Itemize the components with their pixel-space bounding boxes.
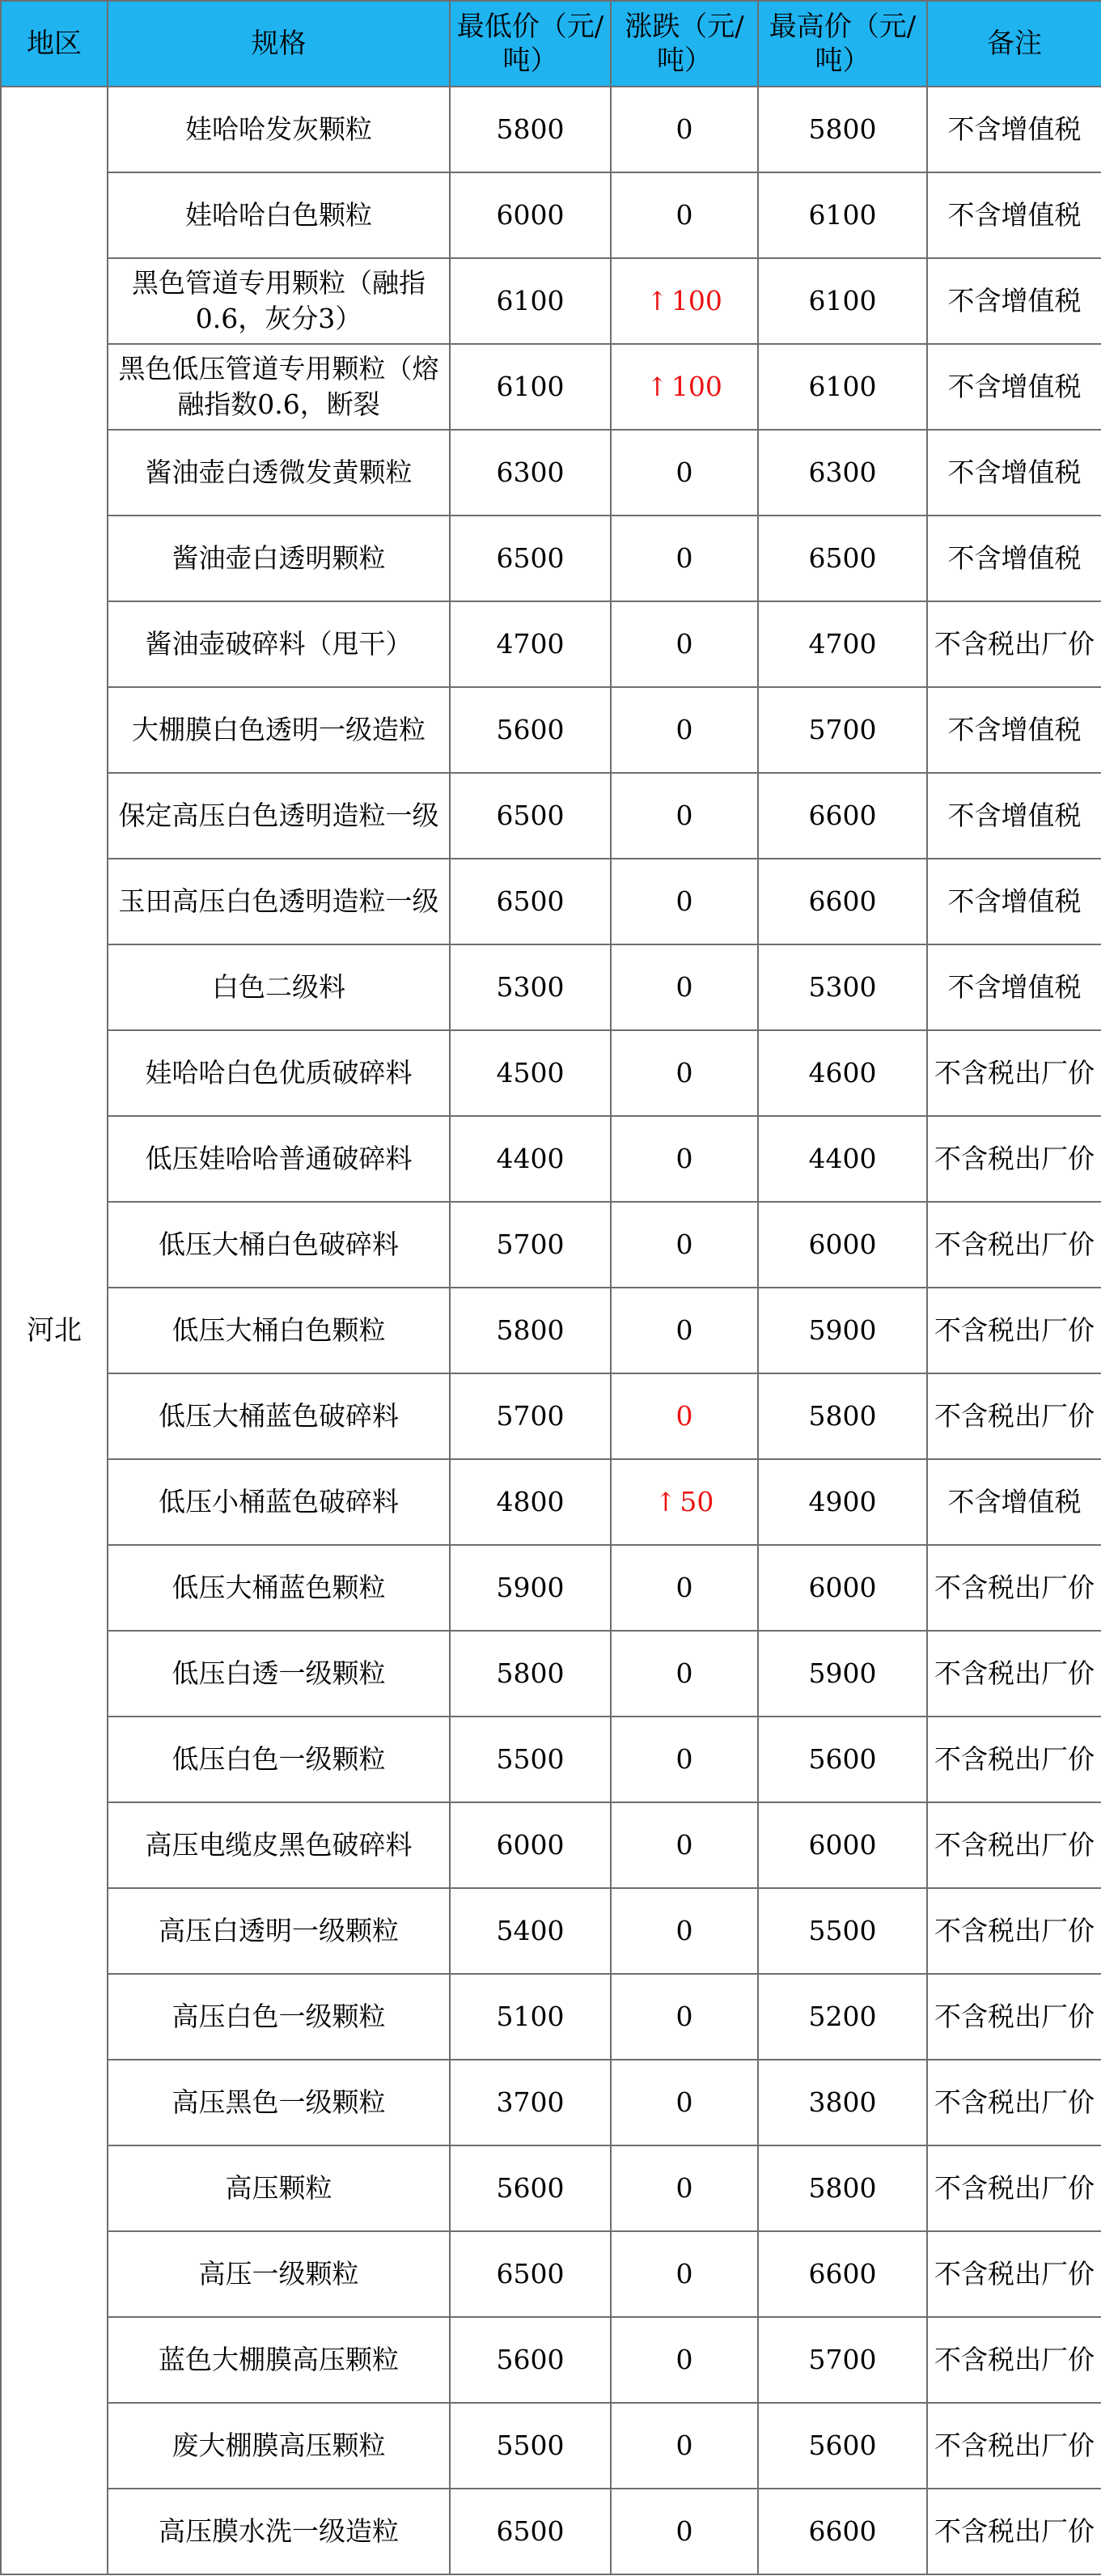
spec-cell [108, 859, 450, 944]
change-value: 0 [675, 2344, 693, 2375]
note-cell: 不含税出厂价 [927, 1545, 1101, 1631]
up-arrow-icon: ↑ [654, 1487, 677, 1517]
note-cell: 不含增值税 [927, 1459, 1101, 1545]
min-price-cell: 5500 [450, 1717, 611, 1802]
spec-text: 废大棚膜高压颗粒 [172, 2430, 386, 2461]
change-value: 0 [675, 456, 693, 488]
change-cell [611, 87, 758, 172]
spec-cell [108, 773, 450, 859]
change-cell [611, 1288, 758, 1373]
min-price-cell: 5400 [450, 1888, 611, 1974]
header-row [1, 1, 1101, 87]
note-cell: 不含税出厂价 [927, 601, 1101, 687]
change-cell [611, 172, 758, 258]
min-price-cell: 6500 [450, 859, 611, 944]
change-value: 50 [680, 1486, 714, 1517]
min-price-cell: 6000 [450, 172, 611, 258]
note-cell: 不含增值税 [927, 516, 1101, 601]
table-row [1, 2403, 1101, 2489]
spec-cell [108, 1116, 450, 1202]
note-cell: 不含税出厂价 [927, 2060, 1101, 2145]
max-price-cell: 6100 [758, 258, 927, 344]
note-cell: 不含税出厂价 [927, 1717, 1101, 1802]
min-price-cell: 6300 [450, 430, 611, 516]
max-price-cell: 6000 [758, 1802, 927, 1888]
spec-cell [108, 344, 450, 430]
note-cell: 不含税出厂价 [927, 1888, 1101, 1974]
max-price-cell: 5600 [758, 2403, 927, 2489]
spec-cell [108, 430, 450, 516]
change-value: 0 [675, 1829, 693, 1861]
up-arrow-icon: ↑ [646, 286, 668, 316]
min-price-cell: 5300 [450, 944, 611, 1030]
table-row [1, 1373, 1101, 1459]
table-row [1, 1459, 1101, 1545]
change-cell [611, 1802, 758, 1888]
table-row [1, 2231, 1101, 2317]
min-price-cell: 5600 [450, 2145, 611, 2231]
max-price-cell: 5600 [758, 1717, 927, 1802]
change-cell [611, 687, 758, 773]
max-price-cell: 5200 [758, 1974, 927, 2060]
change-value: 0 [675, 800, 693, 831]
change-cell [611, 430, 758, 516]
change-cell [611, 2231, 758, 2317]
table-row [1, 1545, 1101, 1631]
note-cell: 不含增值税 [927, 687, 1101, 773]
note-cell: 不含增值税 [927, 87, 1101, 172]
change-value: 100 [671, 371, 722, 402]
min-price-cell: 5700 [450, 1373, 611, 1459]
max-price-cell: 4400 [758, 1116, 927, 1202]
note-cell: 不含增值税 [927, 859, 1101, 944]
spec-text: 低压娃哈哈普通破碎料 [145, 1143, 413, 1174]
note-cell: 不含增值税 [927, 773, 1101, 859]
max-price-cell: 6100 [758, 172, 927, 258]
min-price-cell: 6500 [450, 773, 611, 859]
spec-text: 保定高压白色透明造粒一级 [118, 800, 439, 831]
up-arrow-icon: ↑ [646, 371, 668, 402]
note-cell: 不含税出厂价 [927, 2231, 1101, 2317]
change-value: 0 [675, 2430, 693, 2461]
max-price-cell: 5900 [758, 1631, 927, 1717]
spec-text: 蓝色大棚膜高压颗粒 [159, 2344, 399, 2375]
spec-text: 娃哈哈发灰颗粒 [185, 113, 372, 145]
max-price-cell: 6500 [758, 516, 927, 601]
change-cell [611, 601, 758, 687]
spec-cell [108, 1545, 450, 1631]
min-price-cell: 6500 [450, 2489, 611, 2574]
change-value: 0 [675, 714, 693, 745]
note-cell: 不含增值税 [927, 258, 1101, 344]
max-price-cell: 5800 [758, 2145, 927, 2231]
spec-text: 玉田高压白色透明造粒一级 [118, 885, 439, 917]
max-price-cell: 5800 [758, 1373, 927, 1459]
table-row [1, 687, 1101, 773]
spec-cell [108, 1631, 450, 1717]
change-value: 100 [671, 285, 722, 316]
spec-text: 高压膜水洗一级造粒 [159, 2515, 399, 2547]
min-price-cell: 6500 [450, 516, 611, 601]
change-value: 0 [675, 885, 693, 917]
note-cell: 不含增值税 [927, 344, 1101, 430]
change-cell [611, 859, 758, 944]
table-row [1, 1974, 1101, 2060]
change-value: 0 [675, 1229, 693, 1260]
spec-text: 低压大桶蓝色破碎料 [159, 1400, 399, 1432]
spec-text: 低压白透一级颗粒 [172, 1657, 386, 1689]
region-cell: 河北 [1, 87, 108, 2574]
change-cell [611, 1030, 758, 1116]
change-value: 0 [675, 1400, 693, 1432]
table-row [1, 1888, 1101, 1974]
min-price-cell: 6500 [450, 2231, 611, 2317]
note-cell: 不含税出厂价 [927, 2317, 1101, 2403]
change-value: 0 [675, 971, 693, 1003]
spec-text: 低压大桶白色颗粒 [172, 1314, 386, 1346]
min-price-cell: 5600 [450, 2317, 611, 2403]
min-price-cell: 6000 [450, 1802, 611, 1888]
change-value: 0 [675, 2001, 693, 2032]
spec-cell [108, 516, 450, 601]
table-row [1, 1802, 1101, 1888]
change-value: 0 [675, 1743, 693, 1775]
max-price-cell: 4900 [758, 1459, 927, 1545]
change-cell [611, 2317, 758, 2403]
spec-cell [108, 258, 450, 344]
spec-text: 大棚膜白色透明一级造粒 [132, 714, 426, 745]
min-price-cell: 5800 [450, 1288, 611, 1373]
max-price-cell: 6600 [758, 773, 927, 859]
spec-text: 高压白透明一级颗粒 [159, 1915, 399, 1946]
spec-text: 高压黑色一级颗粒 [172, 2086, 386, 2118]
change-cell [611, 1717, 758, 1802]
spec-text: 高压颗粒 [225, 2172, 332, 2204]
min-price-cell: 4400 [450, 1116, 611, 1202]
change-cell [611, 944, 758, 1030]
change-cell [611, 344, 758, 430]
spec-cell [108, 1030, 450, 1116]
note-cell: 不含税出厂价 [927, 2489, 1101, 2574]
table-row [1, 601, 1101, 687]
max-price-cell: 6600 [758, 859, 927, 944]
spec-cell [108, 2317, 450, 2403]
header-region: 地区 [1, 1, 108, 87]
change-value: 0 [675, 2258, 693, 2290]
change-cell [611, 1373, 758, 1459]
change-cell [611, 1202, 758, 1288]
table-row [1, 773, 1101, 859]
header-spec: 规格 [108, 1, 450, 87]
table-row [1, 2145, 1101, 2231]
max-price-cell: 4600 [758, 1030, 927, 1116]
spec-cell [108, 1202, 450, 1288]
spec-text: 白色二级料 [212, 971, 345, 1003]
spec-cell [108, 1288, 450, 1373]
max-price-cell: 5700 [758, 2317, 927, 2403]
spec-cell [108, 1974, 450, 2060]
table-row [1, 258, 1101, 344]
spec-cell [108, 1373, 450, 1459]
header-change: 涨跌（元/吨） [611, 1, 758, 87]
table-row [1, 1116, 1101, 1202]
max-price-cell: 4700 [758, 601, 927, 687]
max-price-cell: 3800 [758, 2060, 927, 2145]
note-cell: 不含税出厂价 [927, 2403, 1101, 2489]
spec-cell [108, 1802, 450, 1888]
spec-text: 高压电缆皮黑色破碎料 [145, 1829, 413, 1861]
spec-cell [108, 1459, 450, 1545]
min-price-cell: 5600 [450, 687, 611, 773]
change-value: 0 [675, 2086, 693, 2118]
table-row [1, 2060, 1101, 2145]
spec-text: 酱油壶白透微发黄颗粒 [145, 456, 413, 488]
min-price-cell: 4700 [450, 601, 611, 687]
table-row [1, 1717, 1101, 1802]
min-price-cell: 6100 [450, 258, 611, 344]
min-price-cell: 5700 [450, 1202, 611, 1288]
note-cell: 不含税出厂价 [927, 2145, 1101, 2231]
spec-text: 娃哈哈白色颗粒 [185, 199, 372, 231]
table-row [1, 172, 1101, 258]
spec-text: 高压一级颗粒 [198, 2258, 359, 2290]
table-row [1, 944, 1101, 1030]
table-row [1, 1030, 1101, 1116]
max-price-cell: 6000 [758, 1545, 927, 1631]
max-price-cell: 5800 [758, 87, 927, 172]
spec-text: 娃哈哈白色优质破碎料 [145, 1057, 413, 1089]
note-cell: 不含税出厂价 [927, 1631, 1101, 1717]
note-cell: 不含税出厂价 [927, 1116, 1101, 1202]
note-cell: 不含增值税 [927, 172, 1101, 258]
spec-cell [108, 2403, 450, 2489]
min-price-cell: 5800 [450, 87, 611, 172]
min-price-cell: 5100 [450, 1974, 611, 2060]
max-price-cell: 6600 [758, 2231, 927, 2317]
table-row [1, 2489, 1101, 2574]
max-price-cell: 6600 [758, 2489, 927, 2574]
max-price-cell: 6000 [758, 1202, 927, 1288]
change-cell [611, 2145, 758, 2231]
note-cell: 不含税出厂价 [927, 1373, 1101, 1459]
header-min-price: 最低价（元/吨） [450, 1, 611, 87]
min-price-cell: 6100 [450, 344, 611, 430]
max-price-cell: 5300 [758, 944, 927, 1030]
table-row [1, 516, 1101, 601]
note-cell: 不含税出厂价 [927, 1288, 1101, 1373]
table-row [1, 344, 1101, 430]
table-row [1, 2317, 1101, 2403]
change-cell [611, 773, 758, 859]
max-price-cell: 6100 [758, 344, 927, 430]
spec-text: 低压大桶白色破碎料 [159, 1229, 399, 1260]
change-cell [611, 516, 758, 601]
change-value: 0 [675, 199, 693, 231]
spec-text: 酱油壶白透明颗粒 [172, 542, 386, 574]
min-price-cell: 4800 [450, 1459, 611, 1545]
change-value: 0 [675, 628, 693, 660]
spec-cell [108, 2231, 450, 2317]
change-cell [611, 258, 758, 344]
table-row [1, 1288, 1101, 1373]
change-value: 0 [675, 1143, 693, 1174]
spec-cell [108, 687, 450, 773]
spec-text: 黑色低压管道专用颗粒（熔融指数0.6，断裂 [118, 353, 439, 420]
change-cell [611, 1631, 758, 1717]
change-value: 0 [675, 1572, 693, 1603]
max-price-cell: 5700 [758, 687, 927, 773]
change-value: 0 [675, 113, 693, 145]
change-value: 0 [675, 1657, 693, 1689]
spec-cell [108, 601, 450, 687]
max-price-cell: 6300 [758, 430, 927, 516]
spec-text: 高压白色一级颗粒 [172, 2001, 386, 2032]
change-value: 0 [675, 1057, 693, 1089]
spec-cell [108, 1717, 450, 1802]
min-price-cell: 5500 [450, 2403, 611, 2489]
min-price-cell: 3700 [450, 2060, 611, 2145]
change-cell [611, 2403, 758, 2489]
change-cell [611, 1116, 758, 1202]
spec-cell [108, 2060, 450, 2145]
note-cell: 不含增值税 [927, 430, 1101, 516]
min-price-cell: 4500 [450, 1030, 611, 1116]
spec-cell [108, 172, 450, 258]
change-cell [611, 2489, 758, 2574]
min-price-cell: 5800 [450, 1631, 611, 1717]
table-row [1, 1202, 1101, 1288]
spec-cell [108, 944, 450, 1030]
header-max-price: 最高价（元/吨） [758, 1, 927, 87]
note-cell: 不含税出厂价 [927, 1974, 1101, 2060]
spec-cell [108, 1888, 450, 1974]
note-cell: 不含税出厂价 [927, 1030, 1101, 1116]
spec-cell [108, 2145, 450, 2231]
change-cell [611, 1545, 758, 1631]
note-cell: 不含税出厂价 [927, 1202, 1101, 1288]
change-value: 0 [675, 1915, 693, 1946]
table-row [1, 1631, 1101, 1717]
table-row [1, 859, 1101, 944]
change-value: 0 [675, 1314, 693, 1346]
change-value: 0 [675, 2172, 693, 2204]
change-cell [611, 2060, 758, 2145]
table-row [1, 430, 1101, 516]
change-cell [611, 1974, 758, 2060]
change-cell [611, 1888, 758, 1974]
spec-text: 黑色管道专用颗粒（融指0.6，灰分3） [132, 267, 426, 334]
max-price-cell: 5900 [758, 1288, 927, 1373]
note-cell: 不含增值税 [927, 944, 1101, 1030]
header-note: 备注 [927, 1, 1101, 87]
change-value: 0 [675, 542, 693, 574]
spec-cell [108, 87, 450, 172]
change-cell [611, 1459, 758, 1545]
spec-text: 低压小桶蓝色破碎料 [159, 1486, 399, 1517]
change-value: 0 [675, 2515, 693, 2547]
table-row [1, 87, 1101, 172]
max-price-cell: 5500 [758, 1888, 927, 1974]
spec-text: 酱油壶破碎料（甩干） [145, 628, 413, 660]
spec-cell [108, 2489, 450, 2574]
min-price-cell: 5900 [450, 1545, 611, 1631]
spec-text: 低压大桶蓝色颗粒 [172, 1572, 386, 1603]
note-cell: 不含税出厂价 [927, 1802, 1101, 1888]
spec-text: 低压白色一级颗粒 [172, 1743, 386, 1775]
